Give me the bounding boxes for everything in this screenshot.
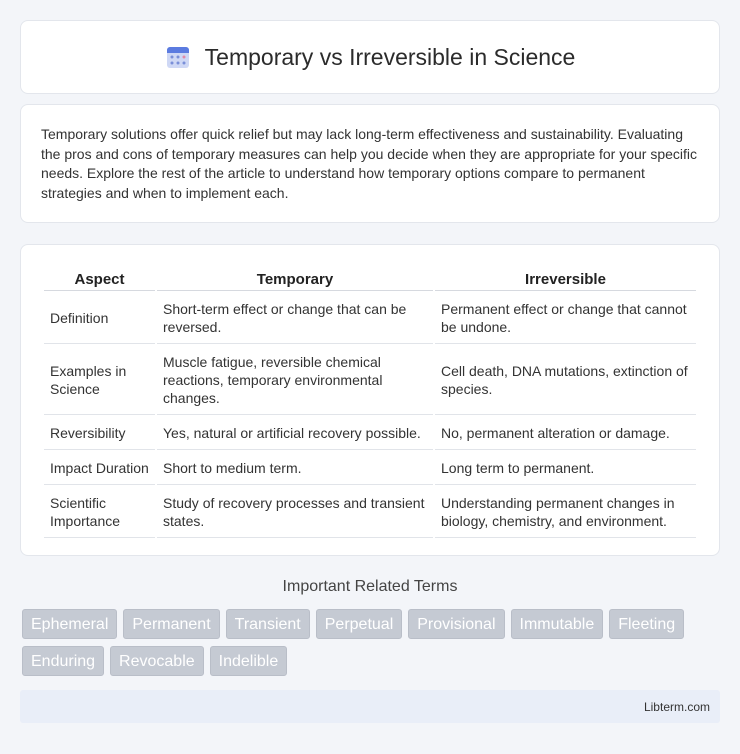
cell-aspect: Reversibility	[44, 417, 155, 450]
cell-temporary: Muscle fatigue, reversible chemical reactions, temporary environmental changes.	[157, 346, 433, 415]
tag-enduring[interactable]: Enduring	[22, 646, 104, 676]
table-row	[44, 452, 696, 485]
related-terms-list	[22, 609, 722, 676]
cell-irreversible: Long term to permanent.	[435, 452, 696, 485]
cell-aspect: Impact Duration	[44, 452, 155, 485]
cell-temporary: Short to medium term.	[157, 452, 433, 485]
tag-perpetual[interactable]: Perpetual	[316, 609, 403, 639]
footer-site-link[interactable]: Libterm.com	[643, 700, 710, 714]
table-row	[44, 487, 696, 538]
table-row	[44, 346, 696, 415]
header-irreversible: Irreversible	[435, 267, 696, 291]
cell-temporary: Study of recovery processes and transient states.	[157, 487, 433, 538]
cell-irreversible: Cell death, DNA mutations, extinction of species.	[435, 346, 696, 415]
intro-text: Temporary solutions offer quick relief but may lack long-term effectiveness and sustainability. Evaluating the pros and cons of temporary measures can help you decide when they are appropriate for your specific needs. Explore the rest of the article to understand how temporary options compare to permanent strategies and when to implement each.	[41, 126, 698, 201]
related-terms-title: Important Related Terms	[282, 578, 458, 595]
cell-aspect: Examples in Science	[44, 346, 155, 415]
tag-revocable[interactable]: Revocable	[110, 646, 204, 676]
tag-fleeting[interactable]: Fleeting	[609, 609, 684, 639]
tag-provisional[interactable]: Provisional	[408, 609, 504, 639]
table-row	[44, 293, 696, 344]
table-row	[44, 417, 696, 450]
intro-card	[20, 104, 720, 223]
cell-temporary: Yes, natural or artificial recovery possible.	[157, 417, 433, 450]
comparison-table	[42, 265, 698, 540]
tag-indelible[interactable]: Indelible	[210, 646, 288, 676]
title-card	[20, 20, 720, 94]
header-aspect: Aspect	[44, 267, 155, 291]
tag-transient[interactable]: Transient	[226, 609, 310, 639]
tag-immutable[interactable]: Immutable	[511, 609, 604, 639]
cell-irreversible: Permanent effect or change that cannot be undone.	[435, 293, 696, 344]
calendar-icon	[165, 44, 191, 70]
cell-aspect: Scientific Importance	[44, 487, 155, 538]
header-temporary: Temporary	[157, 267, 433, 291]
table-header-row	[44, 267, 696, 291]
cell-irreversible: No, permanent alteration or damage.	[435, 417, 696, 450]
cell-temporary: Short-term effect or change that can be reversed.	[157, 293, 433, 344]
comparison-card	[20, 244, 720, 556]
tag-ephemeral[interactable]: Ephemeral	[22, 609, 117, 639]
tag-permanent[interactable]: Permanent	[123, 609, 219, 639]
cell-aspect: Definition	[44, 293, 155, 344]
cell-irreversible: Understanding permanent changes in biology, chemistry, and environment.	[435, 487, 696, 538]
footer	[20, 690, 720, 723]
page-title: Temporary vs Irreversible in Science	[204, 43, 576, 70]
